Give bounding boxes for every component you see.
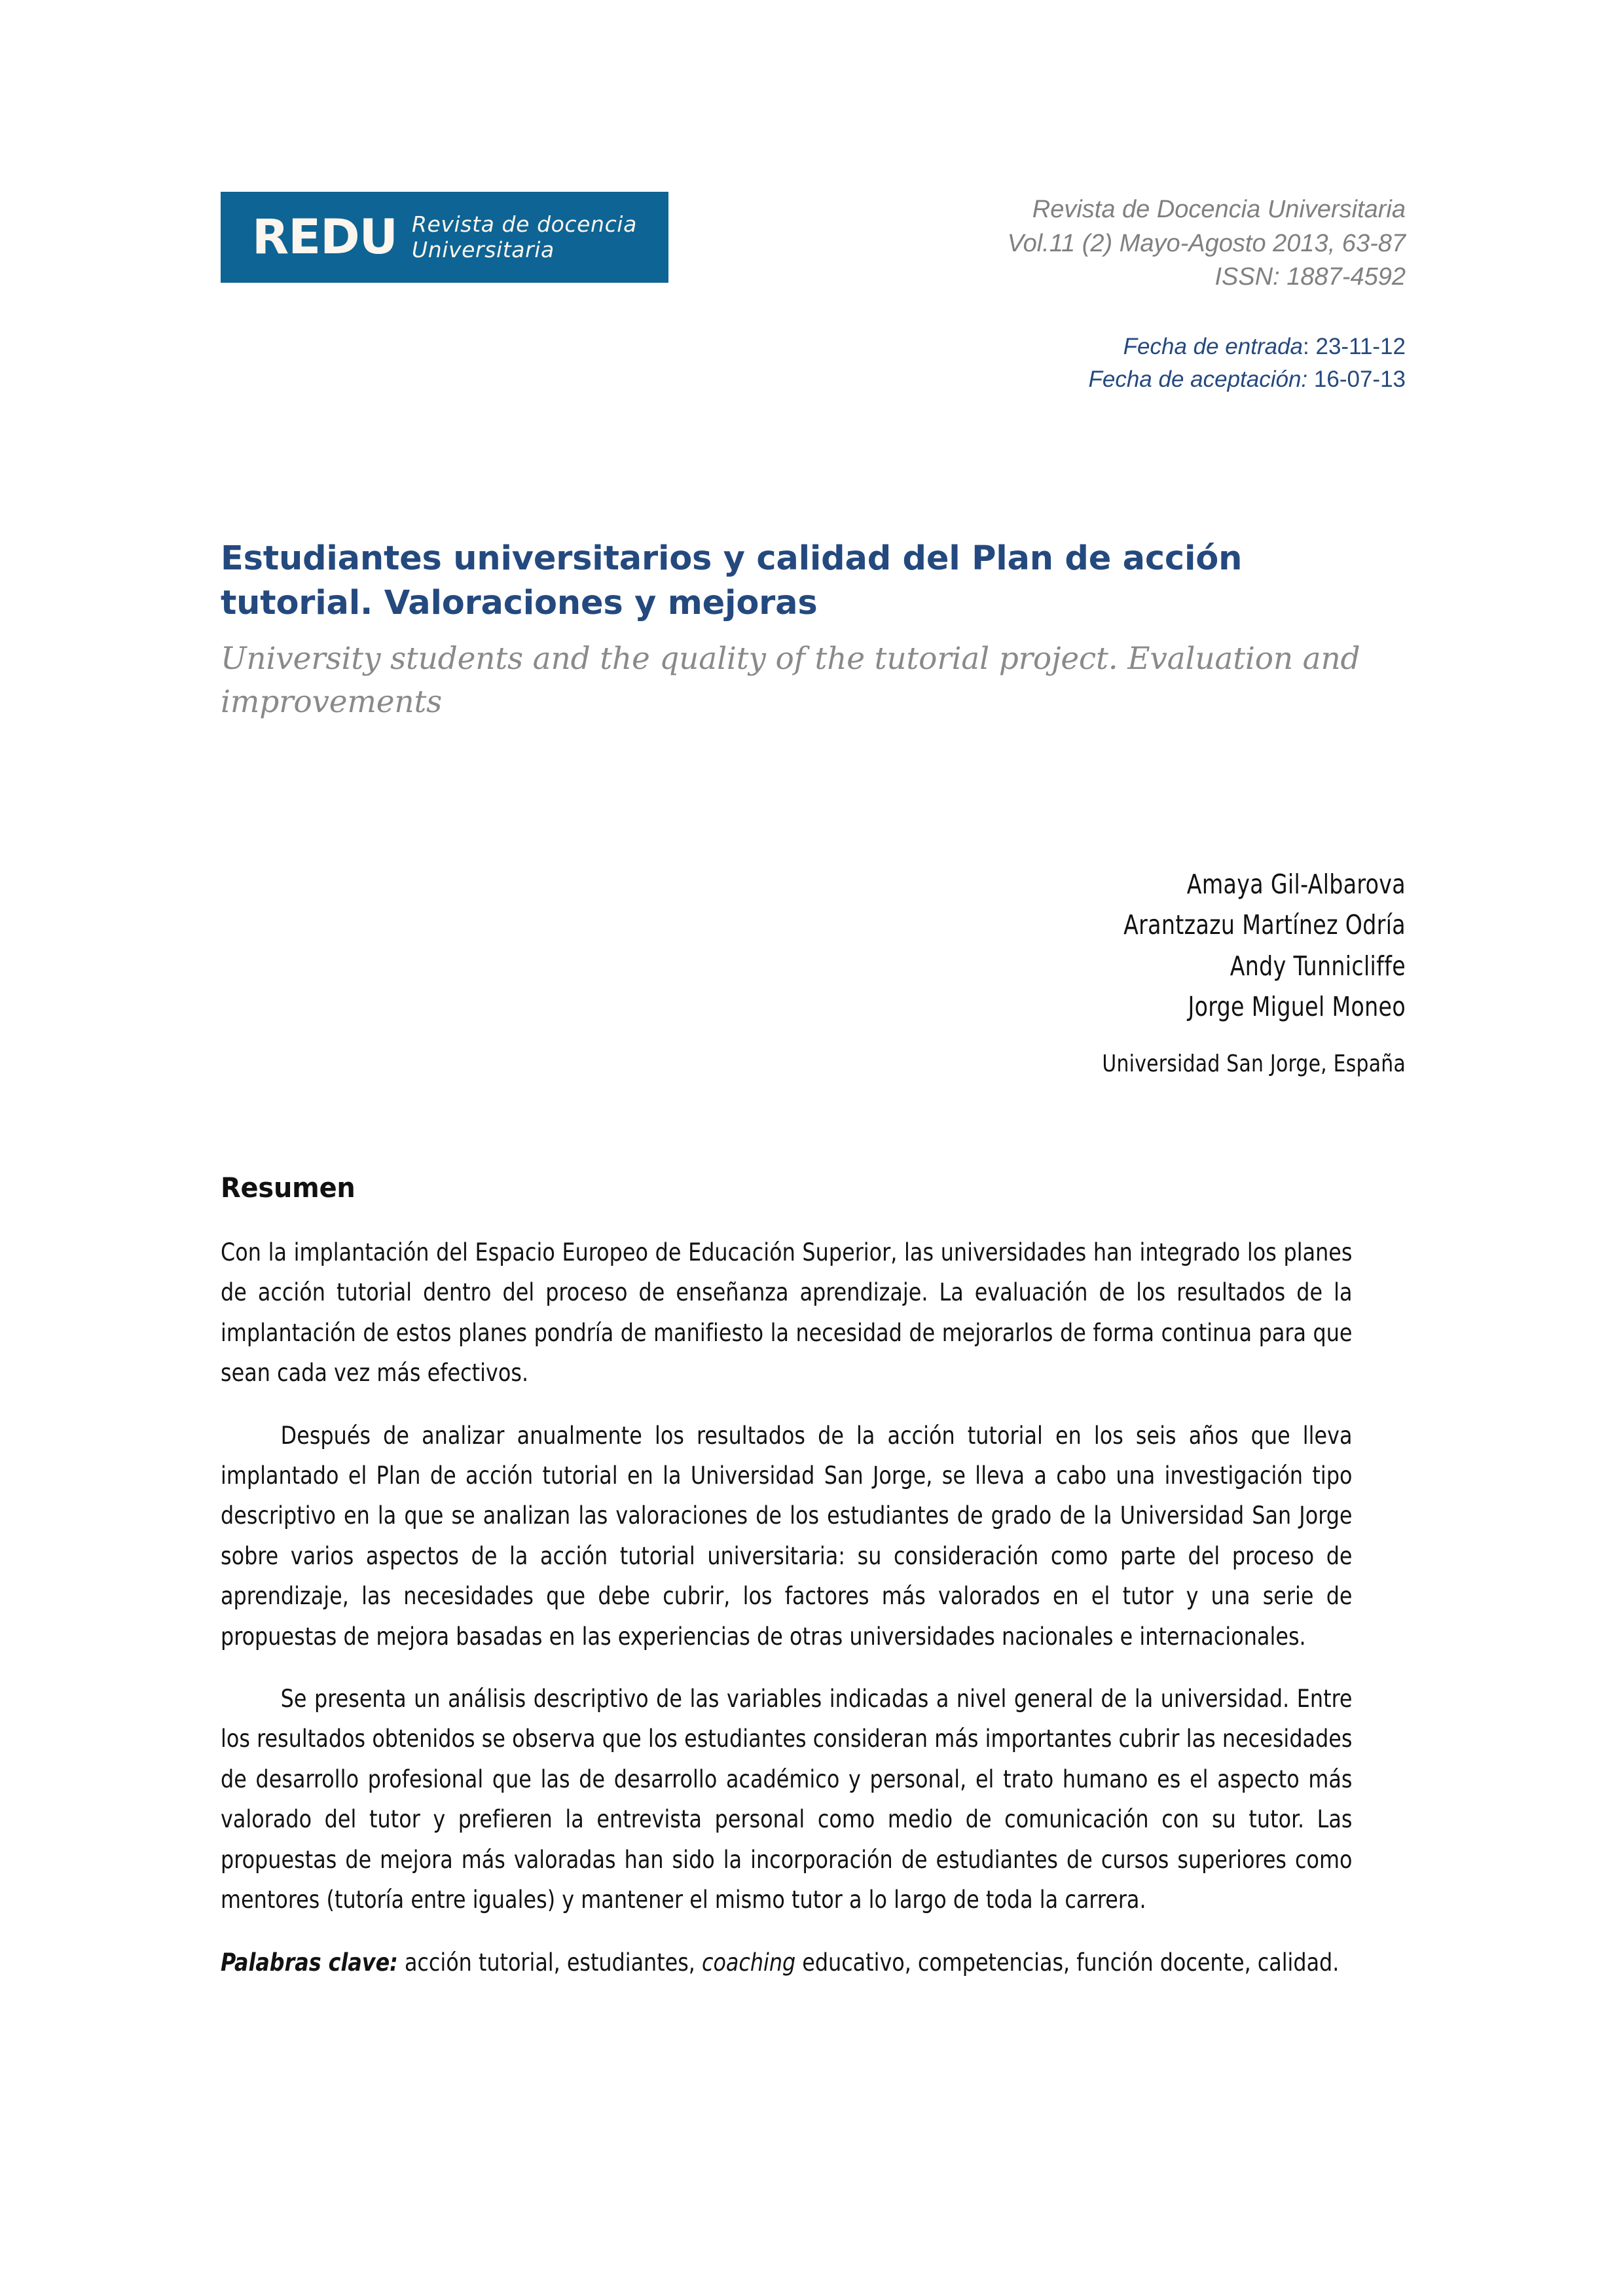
abstract-paragraph: Se presenta un análisis descriptivo de las variables indicadas a nivel general de la universidad. Entre los resultados obtenidos se observa que los estudiantes consideran más importantes cubrir las necesidades de desarrollo profesional que las de desarrollo académico y personal, el trato humano es el aspecto más valorado del tutor y prefieren la entrevista personal como medio de comunicación con su tutor. Las propuestas de mejora más valoradas han sido la incorporación de estudiantes de cursos superiores como mentores (tutoría entre iguales) y mantener el mismo tutor a lo largo de toda la carrera.: [221, 1685, 1353, 1914]
author-name: Arantzazu Martínez Odría: [1123, 909, 1406, 941]
article-title-english: University students and the quality of the tutorial project. Evaluation and improvements: [221, 640, 1360, 721]
logo-wordmark-line-2: Universitaria: [411, 236, 555, 262]
masthead: [221, 192, 1406, 392]
journal-name: Revista de Docencia Universitaria: [1032, 196, 1406, 223]
abstract-heading: Resumen: [221, 1172, 356, 1204]
page-content-column: [221, 0, 1406, 2296]
submission-dates: [1088, 331, 1406, 395]
journal-issn: ISSN: 1887-4592: [1214, 263, 1406, 291]
keywords-italic-term: coaching: [701, 1948, 796, 1977]
author-list: [221, 864, 1406, 1077]
author-name: Jorge Miguel Moneo: [1188, 990, 1406, 1022]
date-accepted-separator: [1307, 367, 1314, 392]
logo-wordmark: [412, 212, 637, 262]
keywords-label: Palabras clave:: [221, 1948, 398, 1977]
abstract-paragraph: Con la implantación del Espacio Europeo de Educación Superior, las universidades han integrado los planes de acción tutorial dentro del proceso de enseñanza aprendizaje. La evaluación de los resultados de la implantación de estos planes pondría de manifiesto la necesidad de mejorarlos de forma continua para que sean cada vez más efectivos.: [221, 1238, 1353, 1388]
keywords-text-part-2: educativo, competencias, función docente, calidad.: [795, 1948, 1340, 1977]
journal-citation-meta: [1008, 193, 1406, 295]
keywords-line: [221, 1943, 1353, 1982]
date-accepted: [1088, 363, 1406, 396]
date-accepted-value: 16-07-13: [1313, 366, 1406, 392]
author-affiliation: Universidad San Jorge, España: [1102, 1050, 1406, 1078]
author-name: Andy Tunnicliffe: [1230, 950, 1406, 982]
logo-wordmark-line-1: Revista de docencia: [411, 211, 637, 237]
article-title-block: [221, 537, 1383, 725]
date-received-value: 23-11-12: [1315, 334, 1406, 359]
author-name: Amaya Gil-Albarova: [1186, 869, 1406, 900]
redu-journal-logo: [221, 192, 668, 283]
date-received-label: Fecha de entrada: [1123, 334, 1304, 359]
date-received: [1088, 331, 1406, 363]
article-title-spanish: Estudiantes universitarios y calidad del Plan de acción tutorial. Valoraciones y mejoras: [221, 539, 1243, 622]
date-accepted-label: Fecha de aceptación:: [1088, 366, 1308, 392]
date-received-separator: :: [1303, 334, 1316, 359]
abstract-section: [221, 1172, 1406, 1982]
journal-volume-issue: Vol.11 (2) Mayo-Agosto 2013, 63-87: [1007, 229, 1406, 257]
keywords-text-part-1: acción tutorial, estudiantes,: [397, 1948, 702, 1977]
abstract-paragraph: Después de analizar anualmente los resultados de la acción tutorial en los seis años que lleva implantado el Plan de acción tutorial en la Universidad San Jorge, se lleva a cabo una investigación tipo descriptivo en la que se analizan las valoraciones de los estudiantes de grado de la Universidad San Jorge sobre varios aspectos de la acción tutorial universitaria: su consideración como parte del proceso de aprendizaje, las necesidades que debe cubrir, los factores más valorados en el tutor y una serie de propuestas de mejora basadas en las experiencias de otras universidades nacionales e internacionales.: [221, 1421, 1353, 1651]
logo-acronym: REDU: [252, 209, 397, 265]
